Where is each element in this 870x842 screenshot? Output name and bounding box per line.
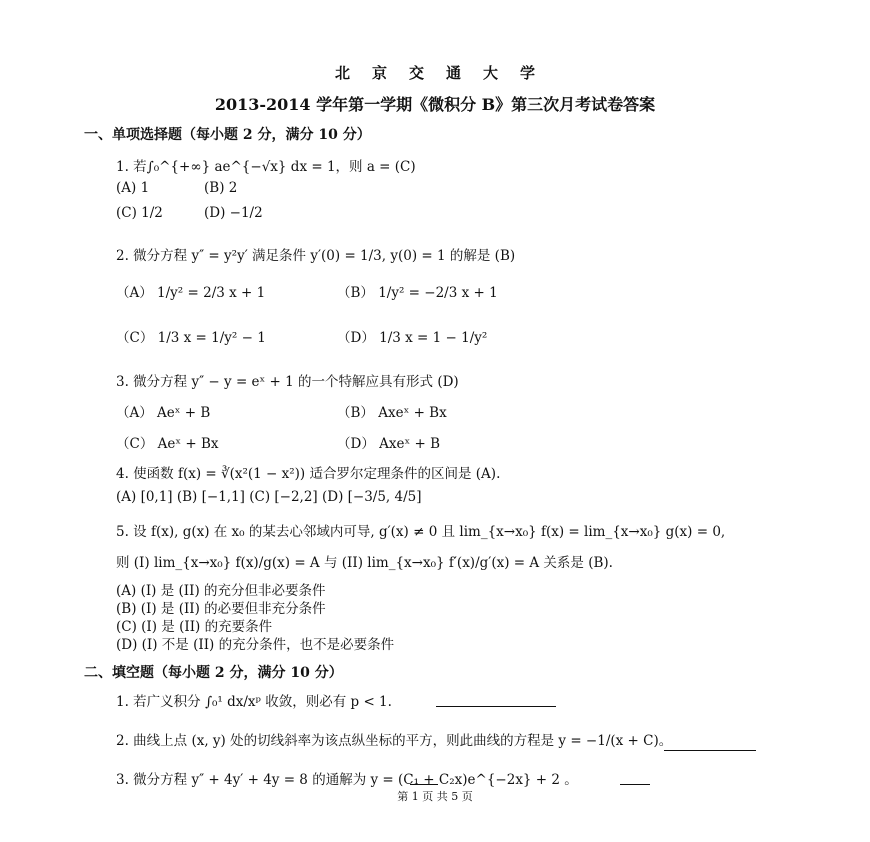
q3-option-c: （C） Aeˣ + Bx xyxy=(116,436,219,452)
fill-q3: 3. 微分方程 y″ + 4y′ + 4y = 8 的通解为 y = (C₁ + C₂x)e^{−2x} + 2 。 xyxy=(116,772,578,788)
q2-option-a: （A） 1/y² = 2/3 x + 1 xyxy=(116,285,266,301)
section1-heading: 一、单项选择题（每小题 2 分，满分 10 分） xyxy=(84,127,371,143)
q5-option-a: (A) (I) 是 (II) 的充分但非必要条件 xyxy=(116,583,326,599)
fill-q3-blank-right xyxy=(620,784,650,785)
q4-stem: 4. 使函数 f(x) = ∛(x²(1 − x²)) 适合罗尔定理条件的区间是 (A). xyxy=(116,466,501,482)
q3-option-a: （A） Aeˣ + B xyxy=(116,405,211,421)
q1-option-d: (D) −1/2 xyxy=(204,205,263,221)
section2-heading: 二、填空题（每小题 2 分，满分 10 分） xyxy=(84,665,343,681)
q2-option-d: （D） 1/3 x = 1 − 1/y² xyxy=(337,330,488,346)
q1-option-c: (C) 1/2 xyxy=(116,205,163,221)
q5-option-d: (D) (I) 不是 (II) 的充分条件，也不是必要条件 xyxy=(116,637,395,653)
q5-stem2: 则 (I) lim_{x→x₀} f(x)/g(x) = A 与 (II) lim_{x→x₀} f′(x)/g′(x) = A 关系是 (B). xyxy=(116,555,613,571)
page-footer: 第 1 页 共 5 页 xyxy=(397,790,473,803)
q3-option-b: （B） Axeˣ + Bx xyxy=(337,405,447,421)
exam-title: 2013-2014 学年第一学期《微积分 B》第三次月考试卷答案 xyxy=(214,95,656,114)
q5-option-b: (B) (I) 是 (II) 的必要但非充分条件 xyxy=(116,601,326,617)
q5-option-c: (C) (I) 是 (II) 的充要条件 xyxy=(116,619,273,635)
q3-stem: 3. 微分方程 y″ − y = eˣ + 1 的一个特解应具有形式 (D) xyxy=(116,374,459,390)
q4-options: (A) [0,1] (B) [−1,1] (C) [−2,2] (D) [−3/5, 4/5] xyxy=(116,489,422,505)
q2-option-b: （B） 1/y² = −2/3 x + 1 xyxy=(337,285,498,301)
q2-stem: 2. 微分方程 y″ = y²y′ 满足条件 y′(0) = 1/3, y(0) = 1 的解是 (B) xyxy=(116,248,516,264)
q5-stem: 5. 设 f(x), g(x) 在 x₀ 的某去心邻域内可导, g′(x) ≠ 0 且 lim_{x→x₀} f(x) = lim_{x→x₀} g(x) = 0, xyxy=(116,524,726,540)
q3-option-d: （D） Axeˣ + B xyxy=(337,436,441,452)
q2-option-c: （C） 1/3 x = 1/y² − 1 xyxy=(116,330,266,346)
fill-q2: 2. 曲线上点 (x, y) 处的切线斜率为该点纵坐标的平方，则此曲线的方程是 y = −1/(x + C)。 xyxy=(116,733,673,749)
q1-option-a: (A) 1 xyxy=(116,180,150,196)
fill-q3-blank-left xyxy=(410,784,438,785)
school-name: 北京交通大学 xyxy=(334,64,557,82)
q1-stem: 1. 若∫₀^{+∞} ae^{−√x} dx = 1，则 a = (C) xyxy=(116,159,416,175)
fill-q2-answer-line xyxy=(664,750,756,751)
fill-q1: 1. 若广义积分 ∫₀¹ dx/xᵖ 收敛，则必有 p < 1. xyxy=(116,694,392,710)
fill-q1-answer-line xyxy=(436,706,556,707)
q1-option-b: (B) 2 xyxy=(204,180,238,196)
